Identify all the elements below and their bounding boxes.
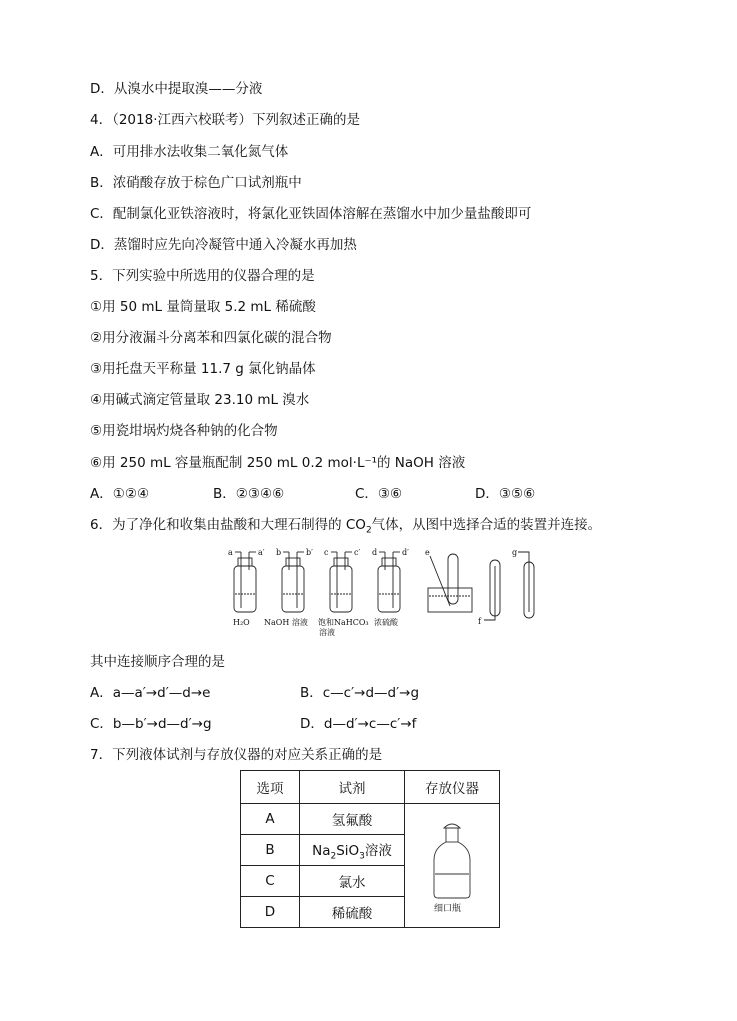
q7-table (240, 770, 500, 928)
gas-bottle-3 (330, 552, 352, 612)
reagent-part: SiO (336, 842, 360, 859)
q5-item-3: ③用托盘天平称量 11.7 g 氯化钠晶体 (90, 361, 316, 377)
figure-letter: g (512, 548, 518, 557)
bottle-label: 饱和NaHCO₃ (318, 618, 369, 627)
q6-option-c: C．b—b′→d—d′→g (90, 716, 212, 732)
bottle-label: 浓硫酸 (374, 618, 398, 627)
q5-option-c: C．③⑥ (355, 486, 403, 502)
q6-option-d: D．d—d′→c—c′→f (300, 716, 417, 732)
q5-item-1: ①用 50 mL 量筒量取 5.2 mL 稀硫酸 (90, 299, 316, 315)
bottle-label: 溶液 (319, 628, 335, 637)
q5-item-6: ⑥用 250 mL 容量瓶配制 250 mL 0.2 mol·L⁻¹的 NaOH 溶液 (90, 455, 466, 471)
q6-option-a: A．a—a′→d′—d→e (90, 685, 211, 701)
apparatus-figure (222, 546, 548, 638)
q5-item-2: ②用分液漏斗分离苯和四氯化碳的混合物 (90, 330, 332, 346)
figure-letter: c′ (354, 548, 361, 557)
q6-follow: 其中连接顺序合理的是 (90, 654, 225, 670)
table-header: 试剂 (300, 771, 405, 804)
q5-option-b: B．②③④⑥ (213, 486, 285, 502)
q5-item-5: ⑤用瓷坩埚灼烧各种钠的化合物 (90, 423, 278, 439)
gas-bottle-1 (234, 552, 256, 612)
q4-stem: 4．（2018·江西六校联考）下列叙述正确的是 (90, 112, 360, 128)
figure-letter: b (276, 548, 282, 557)
table-cell-reagent: 氯水 (300, 866, 405, 897)
q4-option-d: D．蒸馏时应先向冷凝管中通入冷凝水再加热 (90, 237, 357, 253)
figure-letter: c (324, 548, 329, 557)
q5-stem: 5．下列实验中所选用的仪器合理的是 (90, 268, 315, 284)
figure-letter: f (478, 617, 481, 626)
table-cell-reagent: 氢氟酸 (300, 804, 405, 835)
reagent-part: Na (312, 842, 331, 859)
q6-stem-post: 气体，从图中选择合适的装置并连接。 (371, 517, 602, 533)
q5-option-a: A．①②④ (90, 486, 150, 502)
narrow-mouth-bottle-icon (422, 814, 482, 914)
water-trough (428, 554, 472, 612)
q6-stem-sub: 2 (365, 525, 372, 536)
bottle-caption: 细口瓶 (434, 903, 462, 914)
q6-stem-pre: 6．为了净化和收集由盐酸和大理石制得的 CO (90, 517, 366, 533)
reagent-subscript: 3 (359, 851, 365, 862)
reagent-part: 溶液 (364, 842, 392, 859)
reagent-bottle-cell (405, 804, 500, 928)
collection-tube-g (518, 552, 534, 618)
q4-option-c: C．配制氯化亚铁溶液时，将氯化亚铁固体溶解在蒸馏水中加少量盐酸即可 (90, 206, 532, 222)
figure-letter: b′ (306, 548, 313, 557)
figure-letter: e (425, 548, 430, 557)
q5-option-d: D．③⑤⑥ (475, 486, 536, 502)
gas-bottle-2 (282, 552, 304, 612)
collection-tube-f (484, 560, 500, 620)
table-cell-reagent: 稀硫酸 (300, 897, 405, 928)
figure-letter: a′ (258, 548, 265, 557)
q6-stem (90, 516, 601, 540)
q7-stem: 7．下列液体试剂与存放仪器的对应关系正确的是 (90, 747, 383, 763)
q4-option-a: A．可用排水法收集二氧化氮气体 (90, 144, 289, 160)
figure-letter: d′ (402, 548, 409, 557)
table-header: 选项 (241, 771, 300, 804)
table-cell-option: A (241, 804, 300, 835)
table-cell-option: B (241, 835, 300, 866)
table-cell-reagent (300, 835, 405, 866)
table-cell-option: C (241, 866, 300, 897)
table-header-row (241, 771, 500, 804)
figure-letter: a (228, 548, 233, 557)
q5-item-4: ④用碱式滴定管量取 23.10 mL 溴水 (90, 392, 310, 408)
table-row (241, 804, 500, 835)
q6-option-b: B．c—c′→d—d′→g (300, 685, 420, 701)
gas-bottle-4 (378, 552, 400, 612)
table-cell-option: D (241, 897, 300, 928)
reagent-subscript: 2 (330, 851, 337, 862)
bottle-label: H₂O (233, 618, 250, 627)
figure-letter: d (372, 548, 378, 557)
bottle-label: NaOH 溶液 (264, 618, 308, 627)
table-header: 存放仪器 (405, 771, 500, 804)
q3-option-d: D．从溴水中提取溴——分液 (90, 81, 263, 97)
q4-option-b: B．浓硝酸存放于棕色广口试剂瓶中 (90, 175, 302, 191)
